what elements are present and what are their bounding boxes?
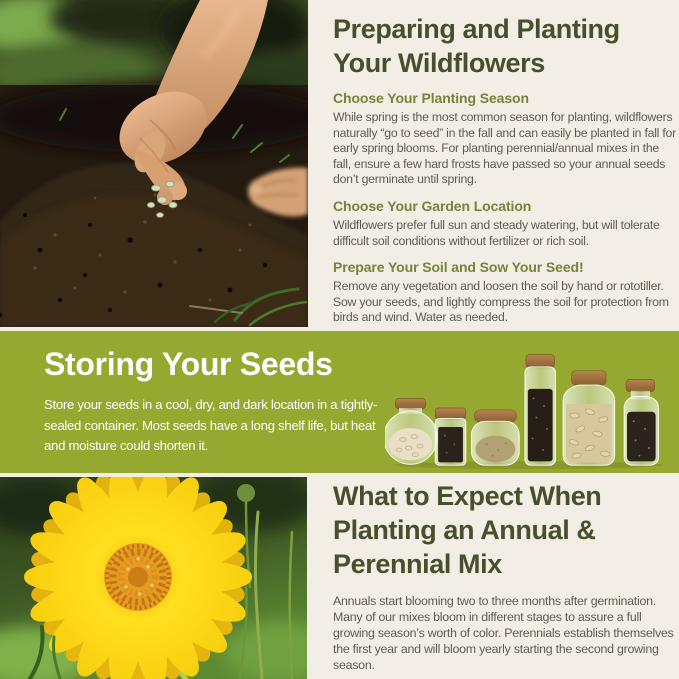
jar-tall-dark-seeds: [525, 355, 556, 466]
prepare-soil-heading: Prepare Your Soil and Sow Your Seed!: [333, 259, 584, 276]
subsection-planting-season: [333, 90, 677, 188]
storing-seeds-content: [44, 345, 392, 457]
subsection-prepare-soil: [333, 259, 677, 326]
jar-squat-tan-seeds: [472, 410, 520, 465]
hand-planting-seeds-photo: [0, 0, 308, 327]
what-to-expect-body: Annuals start blooming two to three months after germination. Many of our mixes bloom in different stages to assure a full growing season’s worth of color. Perennials establish themselves the first year and will bloom yearly starting the second growing season.: [333, 594, 674, 672]
jar-medium-dark-seeds: [624, 379, 658, 465]
planting-season-body: While spring is the most common season for planting, wildflowers naturally “go to seed” in the fall and can easily be planted in fall for early spring blooms. For planting perennial/annual mixes in the fall, ensure a few hard frosts have passed so your annual seeds don’t germinate until spring.: [333, 110, 676, 187]
what-to-expect-section: [0, 473, 679, 679]
preparing-planting-section: [0, 0, 679, 331]
garden-location-heading: Choose Your Garden Location: [333, 197, 532, 214]
preparing-planting-content: [333, 12, 677, 326]
planting-season-heading: Choose Your Planting Season: [333, 90, 529, 106]
jar-large-pumpkin-seeds: [563, 371, 615, 465]
garden-location-body: Wildflowers prefer full sun and steady watering, but will tolerate difficult soil conditions without fertilizer or rich soil.: [333, 217, 660, 248]
prepare-soil-body: Remove any vegetation and loosen the soil by hand or rototiller. Sow your seeds, and lightly compress the soil for protection from birds and wind. Water as needed.: [333, 279, 669, 325]
yellow-coreopsis-flower-photo: [0, 477, 307, 679]
jar-white-beans: [385, 398, 437, 464]
subsection-garden-location: [333, 198, 677, 249]
what-to-expect-title: What to Expect When Planting an Annual & Perennial Mix: [333, 481, 602, 579]
flower-center: [104, 543, 172, 611]
storing-seeds-title: Storing Your Seeds: [44, 346, 333, 382]
jar-small-dark: [435, 408, 466, 465]
storing-seeds-section: [0, 331, 679, 473]
what-to-expect-content: [333, 479, 677, 674]
storing-seeds-body: Store your seeds in a cool, dry, and dark location in a tightly-sealed container. Most seeds have a long shelf life, but heat and moisture could shorten it.: [44, 397, 378, 453]
seed-storage-jars-photo: [385, 345, 663, 469]
preparing-planting-title: Preparing and Planting Your Wildflowers: [333, 14, 620, 78]
